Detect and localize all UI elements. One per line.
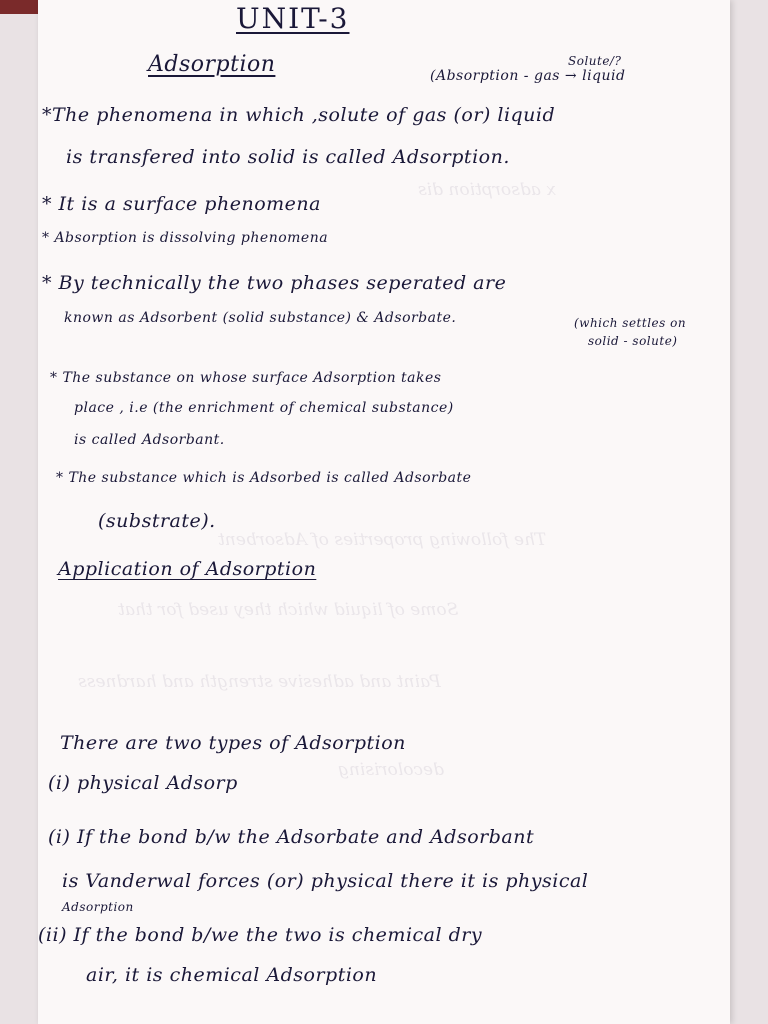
text-line: (ii) If the bond b/we the two is chemical dry (38, 924, 483, 946)
text-line: (i) If the bond b/w the Adsorbate and Adsorbant (48, 826, 535, 848)
text-line: is transfered into solid is called Adsorption. (66, 146, 510, 168)
section-heading: Adsorption (148, 52, 276, 77)
text-line: (i) physical Adsorp (48, 772, 238, 794)
bleed-through-text: x adsorption dis (418, 180, 556, 200)
text-line: * The substance which is Adsorbed is called Adsorbate (56, 470, 472, 486)
text-line: There are two types of Adsorption (60, 732, 406, 754)
bleed-through-text: The following properties of Adsorbent (218, 530, 547, 550)
text-line: place , i.e (the enrichment of chemical substance) (74, 400, 454, 416)
margin-note: (Absorption - gas → liquid (430, 68, 626, 84)
text-line: (substrate). (98, 510, 216, 532)
page-edge (0, 0, 38, 14)
text-line: Adsorption (62, 900, 134, 914)
text-line: air, it is chemical Adsorption (86, 964, 378, 986)
bleed-through-text: Some of liquid which they used for that (118, 600, 459, 620)
bleed-through-text: decolorising (338, 760, 444, 780)
text-line: * The substance on whose surface Adsorption takes (50, 370, 442, 386)
text-line: * By technically the two phases seperated are (42, 272, 507, 294)
text-line: is Vanderwal forces (or) physical there it is physical (62, 870, 589, 892)
notebook-page (38, 0, 730, 1024)
text-line: known as Adsorbent (solid substance) & Adsorbate. (64, 310, 457, 326)
bleed-through-text: Paint and adhesive strength and hardness (78, 672, 441, 692)
text-line: is called Adsorbant. (74, 432, 225, 448)
page-title: UNIT-3 (236, 2, 350, 35)
text-line: * Absorption is dissolving phenomena (42, 230, 329, 246)
text-line: *The phenomena in which ,solute of gas (or) liquid (42, 104, 556, 126)
margin-note-top: Solute/? (568, 54, 622, 68)
subheading: Application of Adsorption (58, 558, 317, 580)
text-line: solid - solute) (588, 334, 678, 348)
text-line: (which settles on (574, 316, 687, 330)
text-line: * It is a surface phenomena (42, 193, 321, 215)
